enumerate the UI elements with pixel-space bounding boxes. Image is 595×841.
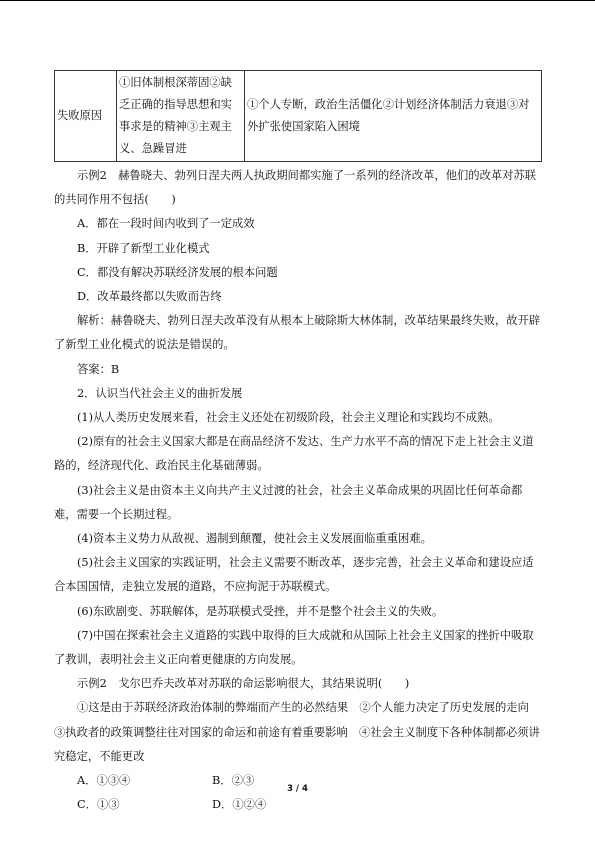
example-2-statements: ①这是由于苏联经济政治体制的弊端而产生的必然结果 ②个人能力决定了历史发展的走向 ③执政者的政策调整往往对国家的命运和前途有着重要影响 ④社会主义制度下各种体制都必须讲究稳定，不能更改 (54, 701, 541, 763)
table-row (55, 71, 542, 162)
page-content (54, 70, 542, 817)
comparison-table (54, 70, 542, 162)
example-2-option-d: D．①②④ (212, 798, 267, 812)
example-2-option-b: B．②③ (212, 774, 255, 788)
example-1-option-d: D．改革最终都以失败而告终 (77, 290, 222, 304)
table-cell-left: ①旧体制根深蒂固②缺乏正确的指导思想和实事求是的精神③主观主义、急躁冒进 (117, 71, 245, 162)
example-2-option-a: A．①③④ (77, 774, 131, 788)
section-title: 2．认识当代社会主义的曲折发展 (77, 386, 243, 400)
example-1-question: 示例2 赫鲁晓夫、勃列日涅夫两人执政期间都实施了一系列的经济改革，他们的改革对苏联的共同作用不包括( ) (54, 169, 537, 207)
example-2-option-c: C．①③ (77, 798, 120, 812)
section-2 (54, 382, 542, 672)
point-6: (6)东欧剧变、苏联解体，是苏联模式受挫，并不是整个社会主义的失败。 (77, 604, 444, 618)
point-5: (5)社会主义国家的实践证明，社会主义需要不断改革，逐步完善，社会主义革命和建设应适合本国国情，走独立发展的道路，不应拘泥于苏联模式。 (54, 556, 534, 594)
top-rule (0, 0, 595, 1)
example-2 (54, 672, 542, 817)
example-1-option-a: A．都在一段时间内收到了一定成效 (77, 217, 255, 231)
point-3: (3)社会主义是由资本主义向共产主义过渡的社会，社会主义革命成果的巩固比任何革命都难，需要一个长期过程。 (54, 483, 523, 521)
example-2-question: 示例2 戈尔巴乔夫改革对苏联的命运影响很大，其结果说明( ) (77, 677, 410, 691)
example-1-analysis: 解析：赫鲁晓夫、勃列日涅夫改革没有从根本上破除斯大林体制，改革结果最终失败，故开辟了新型工业化模式的说法是错误的。 (54, 314, 541, 352)
point-4: (4)资本主义势力从敌视、遏制到颠覆，使社会主义发展面临重重困难。 (77, 532, 432, 546)
example-1-answer: 答案：B (77, 362, 120, 376)
example-1-option-c: C．都没有解决苏联经济发展的根本问题 (77, 265, 278, 279)
example-2-options-row-2 (54, 793, 542, 817)
point-7: (7)中国在探索社会主义道路的实践中取得的巨大成就和从国际上社会主义国家的挫折中吸取了教训，表明社会主义正向着更健康的方向发展。 (54, 628, 534, 667)
point-2: (2)原有的社会主义国家大都是在商品经济不发达、生产力水平不高的情况下走上社会主义道路的，经济现代化、政治民主化基础薄弱。 (54, 435, 534, 473)
example-1-option-b: B．开辟了新型工业化模式 (77, 241, 210, 255)
table-cell-right: ①个人专断，政治生活僵化②计划经济体制活力衰退③对外扩张使国家陷入困境 (245, 71, 542, 162)
example-1 (54, 164, 542, 382)
page-number: 3 / 4 (287, 784, 308, 794)
table-cell-label: 失败原因 (55, 71, 117, 162)
point-1: (1)从人类历史发展来看，社会主义还处在初级阶段，社会主义理论和实践均不成熟。 (77, 411, 500, 425)
